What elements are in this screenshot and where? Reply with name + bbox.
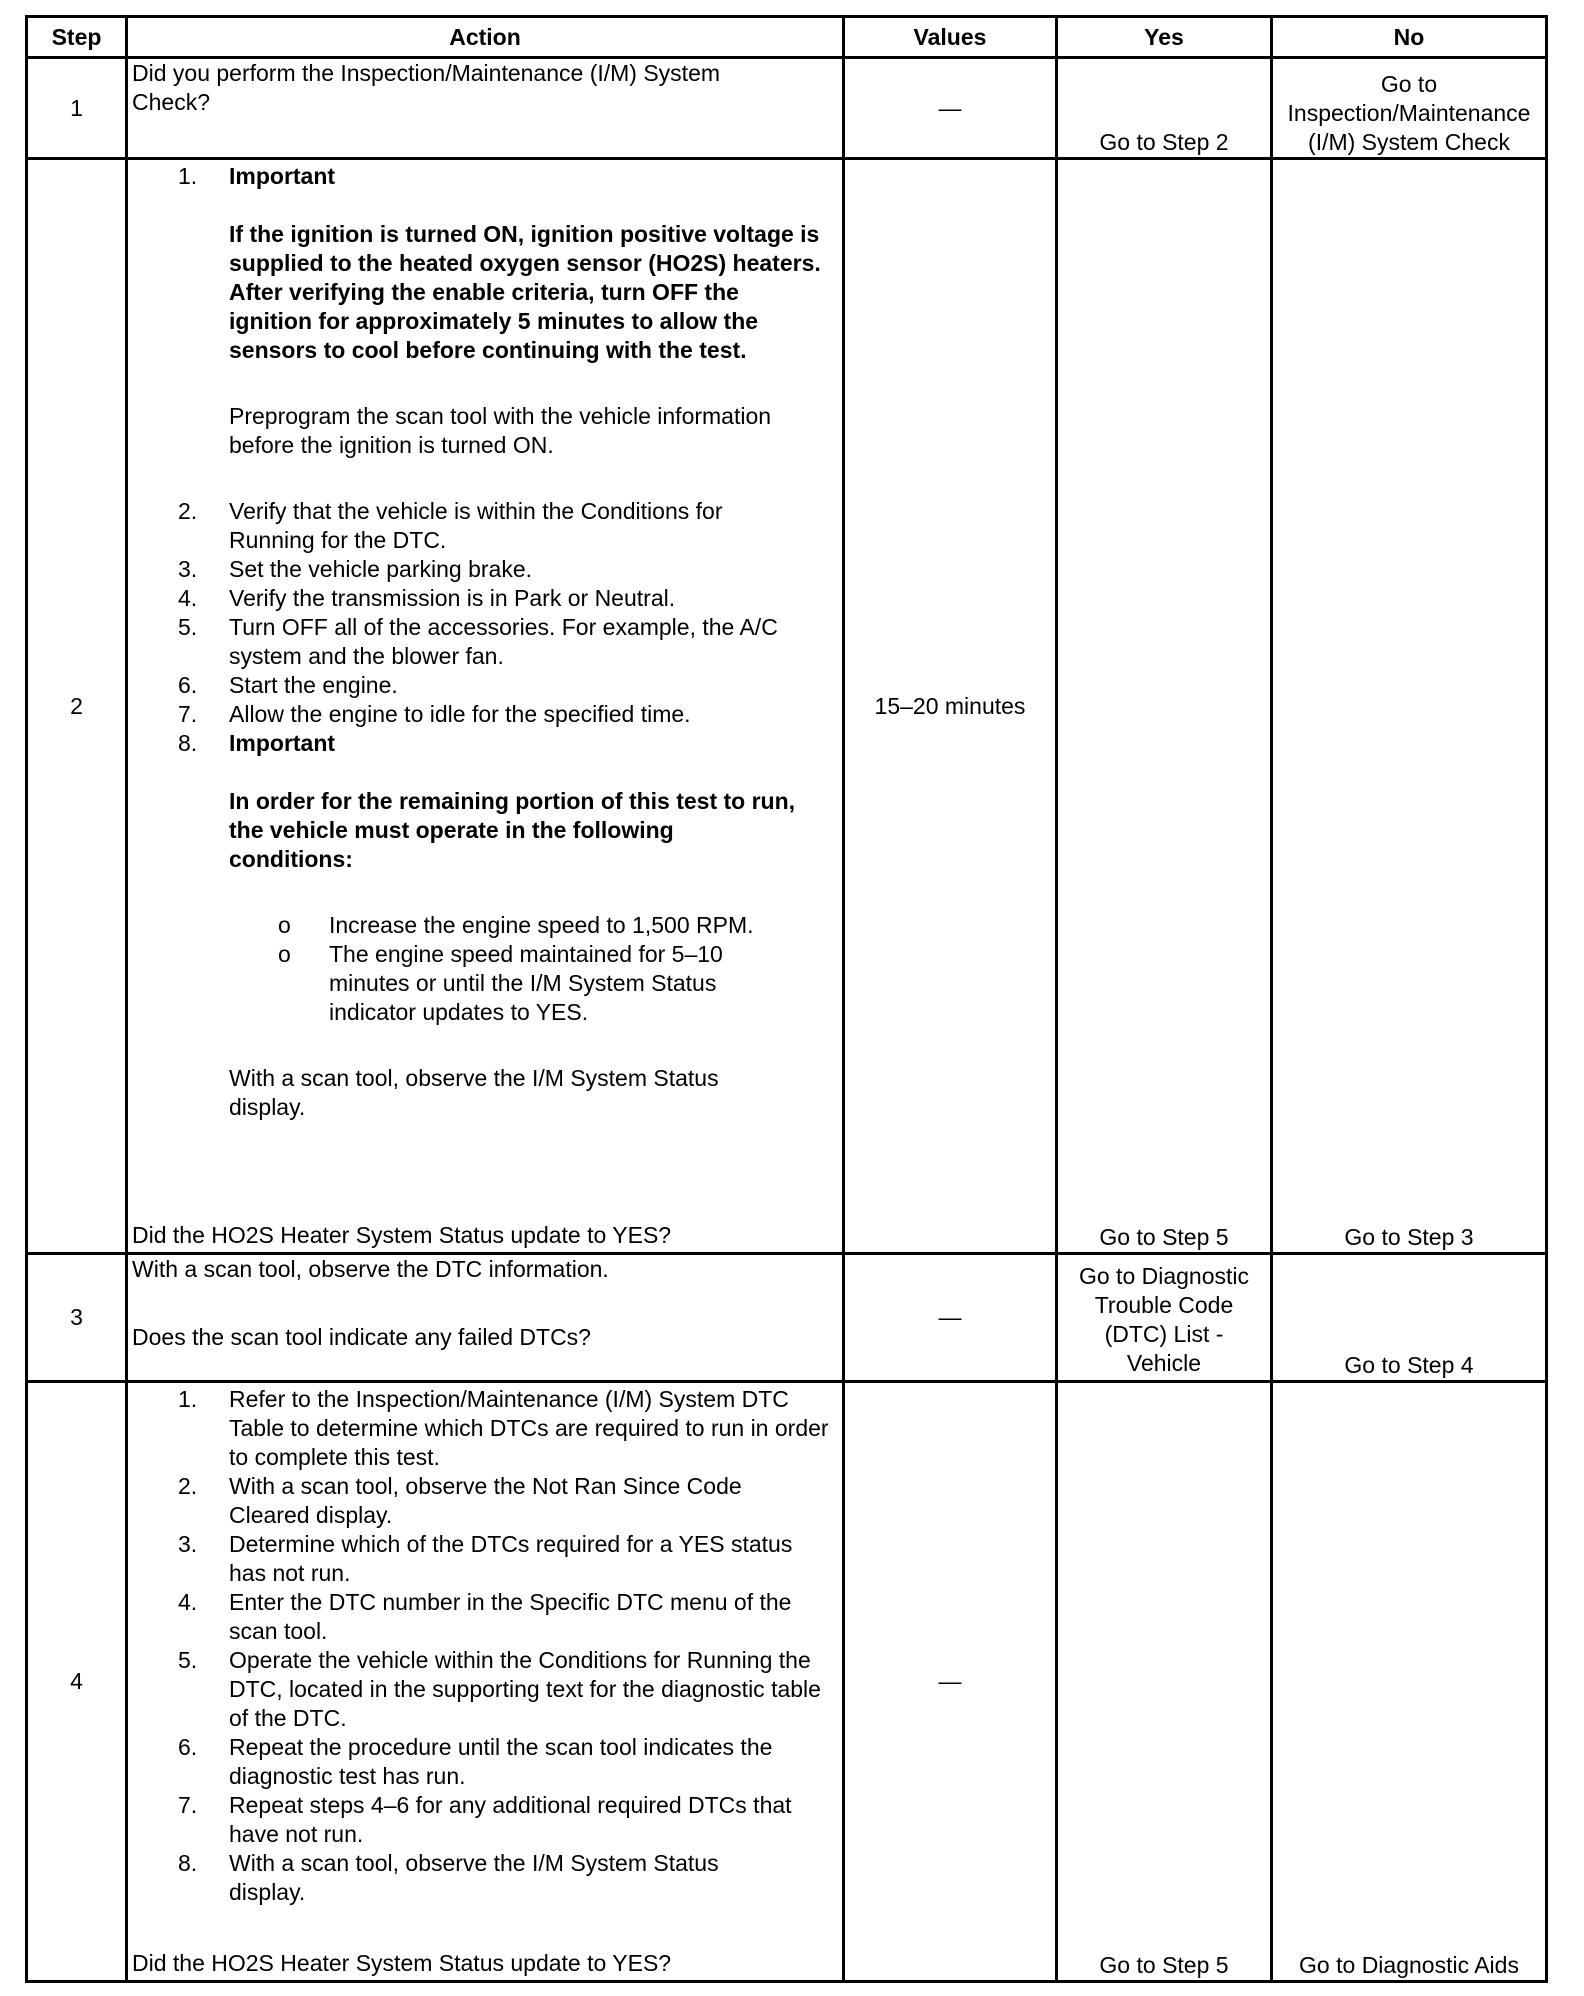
list-item [128, 1791, 842, 1849]
header-step: Step [27, 17, 127, 58]
yes-cell: Go to Step 5 [1057, 159, 1272, 1254]
list-number: 3. [178, 556, 198, 582]
list-text: Operate the vehicle within the Conditions for Running the DTC, located in the supporting text for the diagnostic table of the DTC. [229, 1647, 821, 1731]
bullet-item [128, 940, 842, 1027]
list-number: 7. [178, 701, 198, 727]
list-text: Verify that the vehicle is within the Conditions for Running for the DTC. [229, 498, 723, 553]
list-number: 2. [178, 498, 198, 524]
step-number: 1 [27, 58, 127, 159]
list-item [128, 497, 842, 555]
no-cell: Go to Inspection/Maintenance (I/M) System Check [1272, 58, 1547, 159]
list-item [128, 1646, 842, 1733]
list-item [128, 729, 842, 758]
action-text: Did you perform the Inspection/Maintenance (I/M) System Check? [132, 60, 721, 115]
yes-cell: Go to Diagnostic Trouble Code (DTC) List - Vehicle [1057, 1254, 1272, 1382]
list-text: Determine which of the DTCs required for a YES status has not run. [229, 1531, 793, 1586]
list-text: Allow the engine to idle for the specified time. [229, 701, 691, 727]
bullet-icon: o [278, 912, 291, 938]
table-row [27, 1254, 1547, 1382]
bullet-text: The engine speed maintained for 5–10 minutes or until the I/M System Status indicator updates to YES. [329, 941, 723, 1025]
values-cell: — [844, 1382, 1057, 1982]
list-item [128, 1530, 842, 1588]
no-cell: Go to Diagnostic Aids [1272, 1382, 1547, 1982]
header-row [27, 17, 1547, 58]
list-number: 4. [178, 1589, 198, 1615]
action-cell [127, 159, 844, 1254]
question-text: Did the HO2S Heater System Status update to YES? [132, 1950, 672, 1976]
values-cell: 15–20 minutes [844, 159, 1057, 1254]
important-label: Important [229, 730, 336, 756]
step-number: 4 [27, 1382, 127, 1982]
list-item [128, 1385, 842, 1472]
step-number: 2 [27, 159, 127, 1254]
list-item [128, 1472, 842, 1530]
list-item [128, 555, 842, 584]
list-number: 1. [178, 1386, 198, 1412]
list-item [128, 1849, 842, 1907]
note-text: Preprogram the scan tool with the vehicle information before the ignition is turned ON. [229, 403, 772, 458]
header-action: Action [127, 17, 844, 58]
list-number: 3. [178, 1531, 198, 1557]
values-cell: — [844, 1254, 1057, 1382]
list-text: Repeat steps 4–6 for any additional required DTCs that have not run. [229, 1792, 792, 1847]
diagnostic-table [25, 15, 1548, 1983]
bullet-text: Increase the engine speed to 1,500 RPM. [329, 912, 754, 938]
action-cell [127, 1382, 844, 1982]
list-text: Turn OFF all of the accessories. For example, the A/C system and the blower fan. [229, 614, 778, 669]
list-number: 8. [178, 1850, 198, 1876]
table-row [27, 58, 1547, 159]
important-label: Important [229, 163, 336, 189]
list-text: Verify the transmission is in Park or Neutral. [229, 585, 676, 611]
table-row [27, 159, 1547, 1254]
list-number: 5. [178, 614, 198, 640]
list-item [128, 162, 842, 191]
values-cell: — [844, 58, 1057, 159]
no-cell: Go to Step 4 [1272, 1254, 1547, 1382]
action-text: With a scan tool, observe the DTC information. [132, 1256, 609, 1282]
list-text: With a scan tool, observe the I/M System Status display. [229, 1850, 719, 1905]
header-no: No [1272, 17, 1547, 58]
step-number: 3 [27, 1254, 127, 1382]
list-text: Repeat the procedure until the scan tool indicates the diagnostic test has run. [229, 1734, 773, 1789]
list-item [128, 613, 842, 671]
action-cell [127, 1254, 844, 1382]
list-text: With a scan tool, observe the Not Ran Since Code Cleared display. [229, 1473, 742, 1528]
list-number: 2. [178, 1473, 198, 1499]
list-number: 7. [178, 1792, 198, 1818]
list-number: 6. [178, 1734, 198, 1760]
list-number: 5. [178, 1647, 198, 1673]
list-number: 6. [178, 672, 198, 698]
list-text: Set the vehicle parking brake. [229, 556, 533, 582]
table-row [27, 1382, 1547, 1982]
list-number: 8. [178, 730, 198, 756]
list-item [128, 700, 842, 729]
note-text: With a scan tool, observe the I/M System Status display. [229, 1065, 719, 1120]
question-text: Did the HO2S Heater System Status update to YES? [132, 1222, 672, 1248]
question-text: Does the scan tool indicate any failed DTCs? [132, 1324, 591, 1350]
yes-cell: Go to Step 5 [1057, 1382, 1272, 1982]
important-text: If the ignition is turned ON, ignition positive voltage is supplied to the heated oxygen sensor (HO2S) heaters. After verifying the enable criteria, turn OFF the ignition for approximately 5 minutes to allow the sensors to cool before continuing with the test. [229, 221, 821, 363]
bullet-item [128, 911, 842, 940]
action-content [128, 160, 842, 1122]
yes-cell: Go to Step 2 [1057, 58, 1272, 159]
list-item [128, 1588, 842, 1646]
important-text: In order for the remaining portion of this test to run, the vehicle must operate in the following conditions: [229, 788, 796, 872]
action-cell [127, 58, 844, 159]
list-text: Enter the DTC number in the Specific DTC menu of the scan tool. [229, 1589, 792, 1644]
list-item [128, 584, 842, 613]
list-text: Refer to the Inspection/Maintenance (I/M) System DTC Table to determine which DTCs are required to run in order to complete this test. [229, 1386, 829, 1470]
bullet-icon: o [278, 941, 291, 967]
list-item [128, 671, 842, 700]
list-number: 1. [178, 163, 198, 189]
no-cell: Go to Step 3 [1272, 159, 1547, 1254]
list-text: Start the engine. [229, 672, 398, 698]
list-number: 4. [178, 585, 198, 611]
list-item [128, 1733, 842, 1791]
header-yes: Yes [1057, 17, 1272, 58]
header-values: Values [844, 17, 1057, 58]
